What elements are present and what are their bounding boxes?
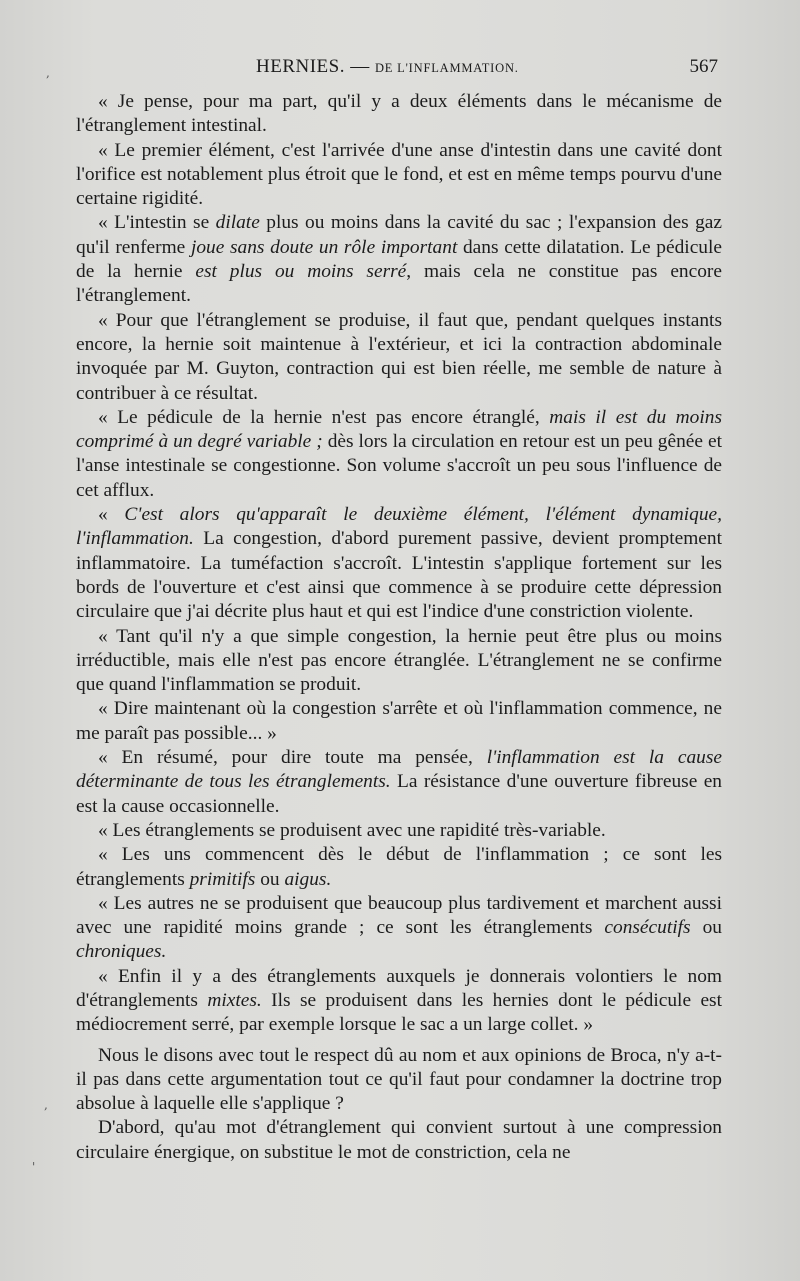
body-text: [76, 90, 722, 1165]
running-header: [76, 56, 722, 86]
paragraph: « L'intestin se dilate plus ou moins dans la cavité du sac ; l'expansion des gaz qu'il renferme joue sans doute un rôle important dans cette dilatation. Le pédicule de la hernie est plus ou moins serré, mais cela ne constitue pas encore l'étranglement.: [76, 212, 722, 307]
paragraph: « Le premier élément, c'est l'arrivée d'une anse d'intestin dans une cavité dont l'orifice est notablement plus étroit que le fond, et est en même temps pourvu d'une certaine rigidité.: [76, 139, 722, 210]
running-title-main: HERNIES. —: [256, 56, 370, 77]
paragraph: « Enfin il y a des étranglements auxquels je donnerais volontiers le nom d'étranglements mixtes. Ils se produisent dans les hernies dont le pédicule est médiocrement serré, par exemple lorsque le sac a un large collet. »: [76, 965, 722, 1036]
paragraph: « Les étranglements se produisent avec une rapidité très-variable.: [98, 819, 606, 841]
running-title: [256, 56, 519, 78]
paragraph: « Je pense, pour ma part, qu'il y a deux éléments dans le mécanisme de l'étranglement intestinal.: [76, 91, 722, 137]
page-number: 567: [689, 56, 718, 77]
paragraph: Nous le disons avec tout le respect dû au nom et aux opinions de Broca, n'y a-t-il pas dans cette argumentation tout ce qu'il faut pour condamner la doctrine trop absolue à laquelle elle s'applique ?: [76, 1044, 722, 1115]
paragraph: « Pour que l'étranglement se produise, il faut que, pendant quelques instants encore, la hernie soit maintenue à l'extérieur, et ici la contraction abdominale invoquée par M. Guyton, contraction qui est bien réelle, me semble de nature à contribuer à ce résultat.: [76, 309, 722, 404]
paragraph: « Dire maintenant où la congestion s'arrête et où l'inflammation commence, ne me paraît pas possible... »: [76, 698, 722, 744]
running-title-sub: DE L'INFLAMMATION.: [374, 61, 519, 75]
margin-mark: ': [32, 1160, 36, 1174]
paragraph: « Les uns commencent dès le début de l'inflammation ; ce sont les étranglements primitifs ou aigus.: [76, 844, 722, 890]
paragraph: « Le pédicule de la hernie n'est pas encore étranglé, mais il est du moins comprimé à un degré variable ; dès lors la circulation en retour est un peu gênée et l'anse intestinale se congestionne. Son volume s'accroît un peu sous l'influence de cet afflux.: [76, 406, 722, 501]
margin-mark: ,: [44, 1098, 48, 1112]
paragraph: « En résumé, pour dire toute ma pensée, l'inflammation est la cause déterminante de tous les étranglements. La résistance d'une ouverture fibreuse en est la cause occasionnelle.: [76, 747, 722, 817]
paragraph: « Les autres ne se produisent que beaucoup plus tardivement et marchent aussi avec une rapidité moins grande ; ce sont les étranglements consécutifs ou chroniques.: [76, 892, 722, 963]
margin-mark: ,: [46, 66, 50, 80]
paragraph: « Tant qu'il n'y a que simple congestion, la hernie peut être plus ou moins irréductible, mais elle n'est pas encore étranglée. L'étranglement ne se confirme que quand l'inflammation se produit.: [76, 625, 722, 696]
paragraph: D'abord, qu'au mot d'étranglement qui convient surtout à une compression circulaire énergique, on substitue le mot de constriction, cela ne: [76, 1117, 722, 1163]
paragraph: « C'est alors qu'apparaît le deuxième élément, l'élément dynamique, l'inflammation. La congestion, d'abord purement passive, devient promptement inflammatoire. La tuméfaction s'accroît. L'intestin s'applique fortement sur les bords de l'ouverture et c'est ainsi que commence à se produire cette dépression circulaire que j'ai décrite plus haut et qui est l'indice d'une constriction violente.: [76, 504, 722, 623]
